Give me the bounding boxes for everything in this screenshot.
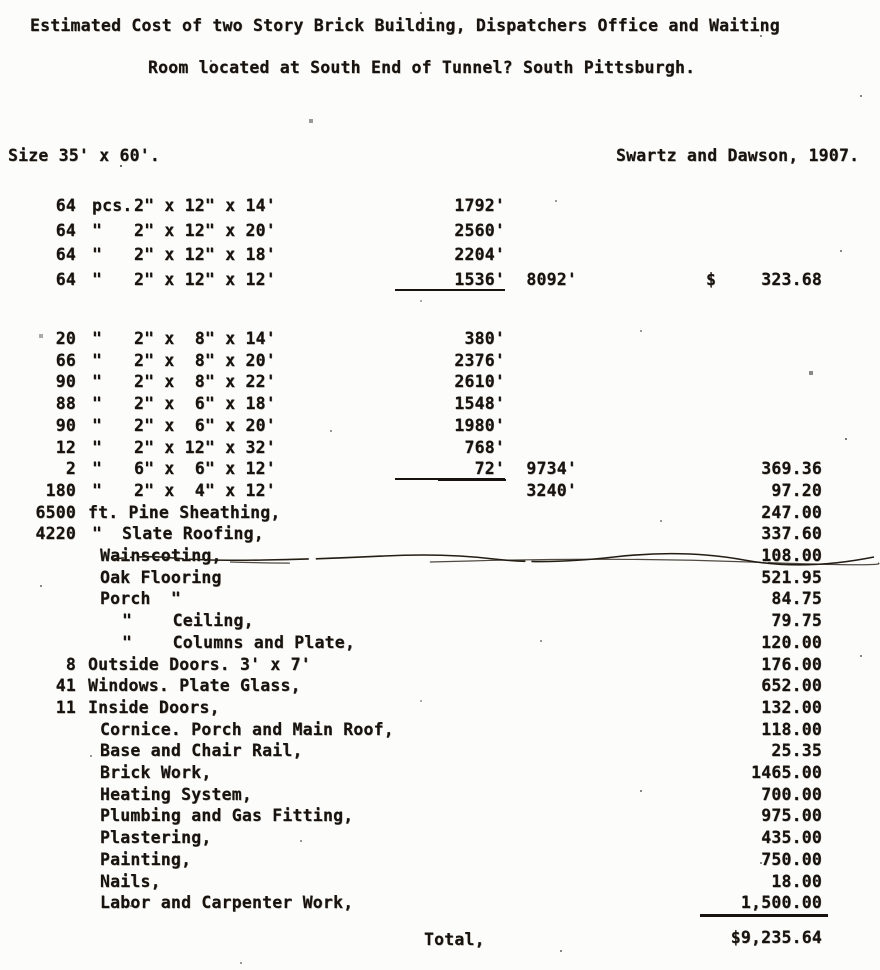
item-description: 2" x 12" x 14' — [134, 196, 276, 215]
item-description: Slate Roofing, — [122, 524, 264, 544]
line-item-row — [0, 763, 880, 785]
cost-amount: 435.00 — [761, 828, 822, 848]
item-quantity: 90 — [55, 372, 76, 392]
cost-amount: 337.60 — [761, 524, 822, 544]
item-description: Painting, — [100, 849, 192, 869]
cost-amount: 108.00 — [761, 546, 822, 565]
line-item-row — [0, 329, 880, 351]
ditto-mark: " — [92, 437, 103, 457]
scan-noise — [0, 0, 2, 2]
cost-amount: 97.20 — [771, 480, 822, 500]
item-description: 2" x 8" x 20' — [134, 350, 276, 370]
line-item-row — [0, 806, 880, 828]
cost-amount: 1,500.00 — [740, 893, 822, 913]
line-item-row — [0, 720, 880, 742]
ditto-mark: " — [92, 329, 103, 348]
item-description: Brick Work, — [100, 763, 212, 782]
ditto-mark: " — [92, 394, 103, 414]
item-description: 2" x 12" x 12' — [134, 269, 276, 289]
cost-amount: 700.00 — [761, 784, 822, 804]
line-item-row — [0, 828, 880, 850]
item-quantity: 64 — [55, 196, 76, 215]
board-feet: 1536' — [395, 270, 505, 291]
item-description: 2" x 8" x 14' — [134, 329, 276, 348]
item-description: 6" x 6" x 12' — [134, 459, 276, 479]
ditto-mark: " — [92, 245, 103, 264]
item-description: Wainscoting, — [100, 546, 222, 565]
board-feet-group-total: 3240' — [526, 480, 577, 500]
item-description: " Ceiling, — [122, 611, 254, 631]
cost-amount: 750.00 — [761, 849, 822, 869]
line-item-row — [0, 546, 880, 568]
cost-amount: 18.00 — [771, 871, 822, 891]
line-item-row — [0, 372, 880, 394]
cost-amount: 25.35 — [771, 741, 822, 761]
line-item-row — [0, 633, 880, 655]
item-description: Plastering, — [100, 828, 212, 848]
ditto-mark: " — [92, 269, 103, 289]
item-description: Nails, — [100, 871, 161, 891]
line-item-row — [0, 394, 880, 416]
board-feet: 2204' — [454, 245, 505, 264]
item-quantity: 88 — [55, 394, 76, 414]
line-item-row — [0, 196, 880, 218]
item-quantity: 12 — [55, 437, 76, 457]
item-quantity: 64 — [55, 269, 76, 289]
line-item-row — [0, 503, 880, 525]
line-item-row — [0, 481, 880, 503]
line-item-row — [0, 221, 880, 243]
board-feet: 1792' — [454, 196, 505, 215]
item-description: Base and Chair Rail, — [100, 741, 303, 761]
dollar-sign: $ — [706, 269, 717, 289]
item-description: Oak Flooring — [100, 567, 222, 587]
cost-amount: 176.00 — [761, 654, 822, 674]
line-item-row — [0, 568, 880, 590]
item-quantity: 41 — [55, 676, 76, 696]
item-description: 2" x 12" x 20' — [134, 220, 276, 240]
line-item-row — [0, 459, 880, 481]
item-quantity: 90 — [55, 415, 76, 435]
board-feet: 1548' — [454, 394, 505, 414]
cost-amount: 369.36 — [761, 459, 822, 479]
board-feet: 2610' — [454, 372, 505, 392]
item-description: 2" x 4" x 12' — [134, 480, 276, 500]
line-item-row — [0, 655, 880, 677]
line-item-row — [0, 524, 880, 546]
board-feet: 2376' — [454, 350, 505, 370]
item-description: Inside Doors, — [88, 697, 220, 717]
cost-amount: 120.00 — [761, 632, 822, 652]
item-quantity: 180 — [45, 480, 76, 500]
attribution-note: Swartz and Dawson, 1907. — [616, 146, 860, 165]
cost-amount: 975.00 — [761, 806, 822, 826]
item-description: 2" x 6" x 20' — [134, 415, 276, 435]
unit-pieces: pcs. — [92, 196, 133, 215]
item-quantity: 20 — [55, 329, 76, 348]
item-quantity: 66 — [55, 350, 76, 370]
board-feet: 72' — [395, 459, 505, 480]
building-size-note: Size 35' x 60'. — [8, 146, 161, 165]
grand-total-rule — [700, 914, 828, 917]
cost-amount: 84.75 — [771, 589, 822, 609]
item-quantity: 8 — [65, 654, 76, 674]
ditto-mark: " — [92, 480, 103, 500]
item-description: Labor and Carpenter Work, — [100, 893, 354, 913]
item-description: 2" x 12" x 32' — [134, 437, 276, 457]
line-item-row — [0, 589, 880, 611]
board-feet: 768' — [464, 437, 505, 457]
board-feet-group-total: 9734' — [526, 459, 577, 479]
cost-amount: 1465.00 — [751, 763, 822, 782]
line-item-row — [0, 351, 880, 373]
item-description: 2" x 6" x 18' — [134, 394, 276, 414]
board-feet-group-total: 8092' — [526, 269, 577, 289]
board-feet: 1980' — [454, 415, 505, 435]
line-item-row — [0, 245, 880, 267]
line-item-row — [0, 872, 880, 894]
board-feet: 380' — [464, 329, 505, 348]
item-quantity: 64 — [55, 245, 76, 264]
ditto-mark: " — [92, 415, 103, 435]
line-item-row — [0, 270, 880, 292]
cost-amount: 247.00 — [761, 502, 822, 522]
title-line-1: Estimated Cost of two Story Brick Building, Dispatchers Office and Waiting — [30, 16, 780, 35]
item-quantity: 11 — [55, 697, 76, 717]
title-line-2: Room located at South End of Tunnel? South Pittsburgh. — [148, 58, 696, 77]
item-description: Plumbing and Gas Fitting, — [100, 806, 354, 826]
cost-amount: 79.75 — [771, 611, 822, 631]
ditto-mark: " — [92, 524, 103, 544]
item-description: ft. Pine Sheathing, — [88, 502, 281, 522]
ditto-mark: " — [92, 350, 103, 370]
item-quantity: 64 — [55, 220, 76, 240]
item-quantity: 4220 — [35, 524, 76, 544]
line-item-row — [0, 698, 880, 720]
board-feet: 2560' — [454, 220, 505, 240]
item-description: 2" x 8" x 22' — [134, 372, 276, 392]
item-description: Cornice. Porch and Main Roof, — [100, 719, 394, 739]
item-description: Heating System, — [100, 784, 253, 804]
line-item-row — [0, 416, 880, 438]
line-item-row — [0, 850, 880, 872]
item-description: Outside Doors. 3' x 7' — [88, 654, 311, 674]
item-description: " Columns and Plate, — [122, 632, 356, 652]
cost-amount: 521.95 — [761, 567, 822, 587]
cost-amount: 652.00 — [761, 676, 822, 696]
item-quantity: 6500 — [35, 502, 76, 522]
line-item-row — [0, 893, 880, 915]
line-item-row — [0, 741, 880, 763]
ditto-mark: " — [92, 459, 103, 479]
total-label: Total, — [424, 930, 485, 949]
ditto-mark: " — [92, 372, 103, 392]
total-amount: $9,235.64 — [730, 928, 822, 947]
cost-amount: 323.68 — [761, 269, 822, 289]
item-quantity: 2 — [65, 459, 76, 479]
line-item-row — [0, 438, 880, 460]
item-description: 2" x 12" x 18' — [134, 245, 276, 264]
item-description: Windows. Plate Glass, — [88, 676, 301, 696]
ditto-mark: " — [92, 220, 103, 240]
line-item-row — [0, 676, 880, 698]
cost-amount: 132.00 — [761, 697, 822, 717]
cost-amount: 118.00 — [761, 719, 822, 739]
item-description: Porch " — [100, 589, 182, 609]
line-item-row — [0, 785, 880, 807]
line-item-row — [0, 611, 880, 633]
